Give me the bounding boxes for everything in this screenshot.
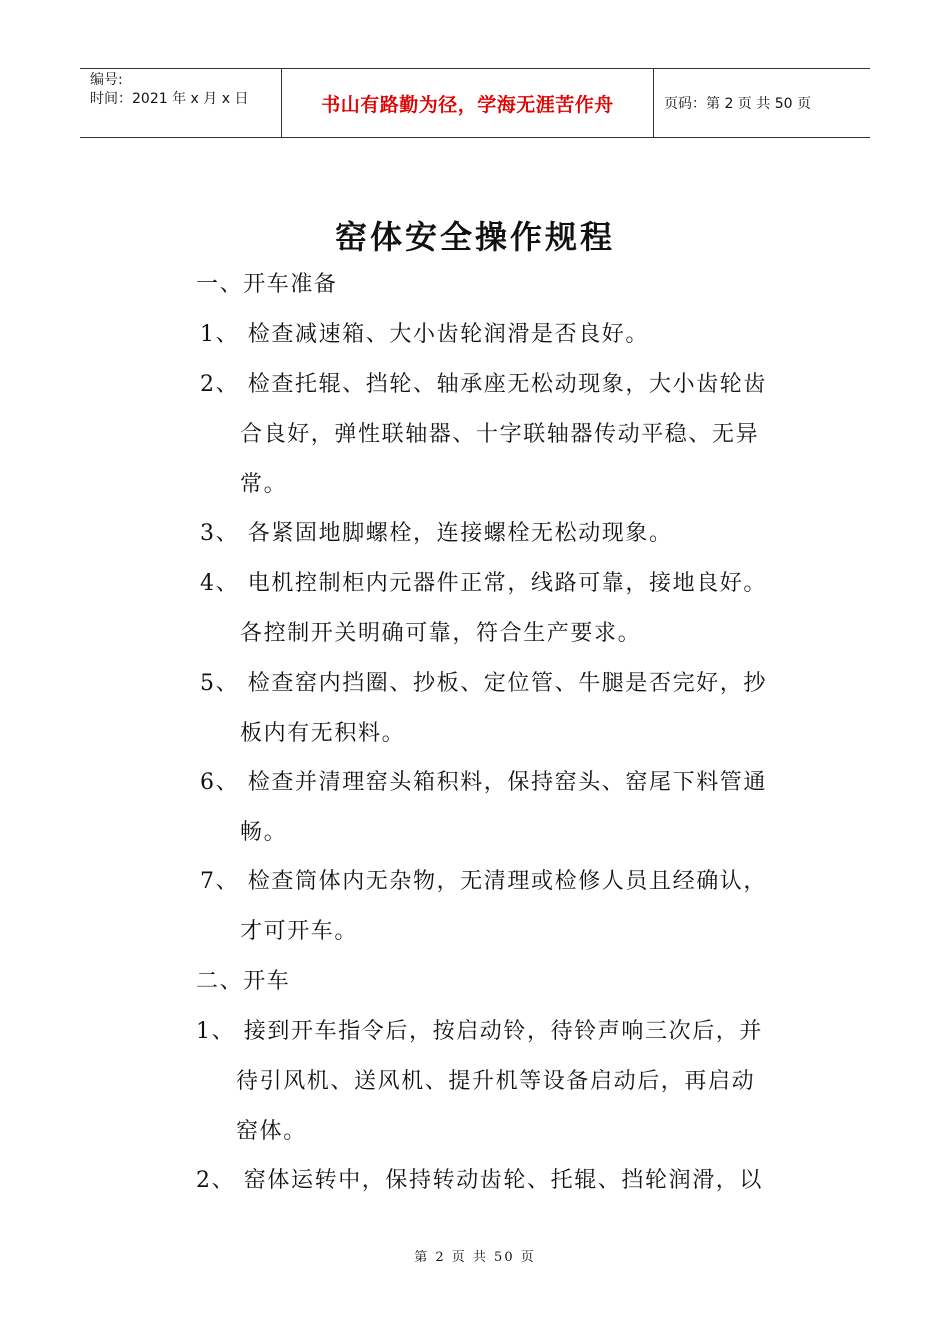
document-number-label: 编号: <box>90 72 123 88</box>
header-page-label: 页码：第 2 页 共 50 页 <box>664 96 811 112</box>
body-line: 合良好，弹性联轴器、十字联轴器传动平稳、无异 <box>240 422 760 447</box>
body-line: 5、 检查窑内挡圈、抄板、定位管、牛腿是否完好，抄 <box>200 671 767 696</box>
body-line: 1、 接到开车指令后，按启动铃，待铃声响三次后，并 <box>196 1019 763 1044</box>
body-line: 板内有无积料。 <box>240 721 406 746</box>
body-line: 各控制开关明确可靠，符合生产要求。 <box>240 621 642 646</box>
section-heading: 一、开车准备 <box>196 272 338 297</box>
body-line: 待引风机、送风机、提升机等设备启动后，再启动 <box>236 1069 756 1094</box>
section-heading: 二、开车 <box>196 969 291 994</box>
body-line: 畅。 <box>240 820 288 845</box>
header-motto: 书山有路勤为径，学海无涯苦作舟 <box>282 69 654 137</box>
body-line: 7、 检查筒体内无杂物，无清理或检修人员且经确认， <box>200 869 767 894</box>
header-table <box>80 68 870 138</box>
body-line: 窑体。 <box>236 1119 307 1144</box>
document-title: 窑体安全操作规程 <box>334 218 615 256</box>
body-line: 2、 窑体运转中，保持转动齿轮、托辊、挡轮润滑，以 <box>196 1168 763 1193</box>
header-info-cell <box>80 69 282 137</box>
body-line: 1、 检查减速箱、大小齿轮润滑是否良好。 <box>200 322 649 347</box>
page-footer: 第 2 页 共 50 页 <box>414 1250 536 1265</box>
body-line: 2、 检查托辊、挡轮、轴承座无松动现象，大小齿轮齿 <box>200 372 767 397</box>
document-time-label: 时间：2021 年 x 月 x 日 <box>90 91 249 107</box>
body-line: 才可开车。 <box>240 919 359 944</box>
body-line: 4、 电机控制柜内元器件正常，线路可靠，接地良好。 <box>200 571 767 596</box>
body-line: 6、 检查并清理窑头箱积料，保持窑头、窑尾下料管通 <box>200 770 767 795</box>
body-line: 常。 <box>240 472 288 497</box>
body-line: 3、 各紧固地脚螺栓，连接螺栓无松动现象。 <box>200 521 673 546</box>
